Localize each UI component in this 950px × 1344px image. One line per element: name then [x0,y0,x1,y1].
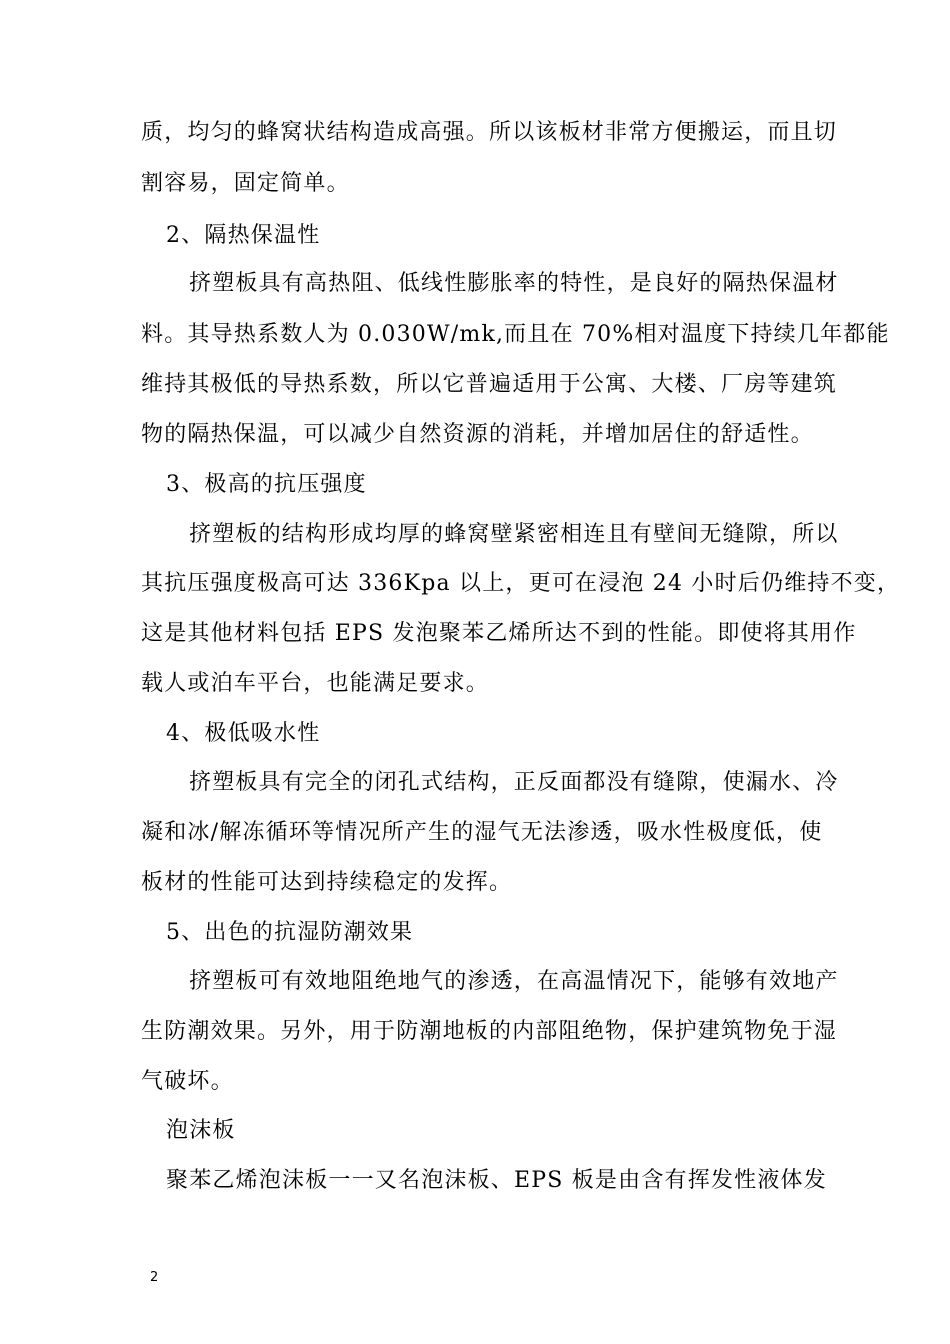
text-line: 挤塑板的结构形成均厚的蜂窝壁紧密相连且有壁间无缝隙，所以 [189,522,839,547]
text-line: 生防潮效果。另外，用于防潮地板的内部阻绝物，保护建筑物免于湿 [141,1019,838,1044]
section-heading: 2、隔热保温性 [166,223,321,248]
page-number: 2 [150,1270,159,1285]
text-line: 气破坏。 [141,1069,234,1094]
section-heading: 泡沫板 [166,1118,236,1143]
text-line: 料。其导热系数人为 0.030W/mk,而且在 70%相对温度下持续几年都能 [141,322,890,347]
section-heading: 4、极低吸水性 [166,721,321,746]
text-line: 挤塑板可有效地阻绝地气的渗透，在高温情况下，能够有效地产 [189,969,839,994]
text-line: 这是其他材料包括 EPS 发泡聚苯乙烯所达不到的性能。即使将其用作 [141,621,857,646]
text-line: 挤塑板具有完全的闭孔式结构，正反面都没有缝隙，使漏水、冷 [189,770,839,795]
text-line: 物的隔热保温，可以减少自然资源的消耗，并增加居住的舒适性。 [141,422,814,447]
text-line: 挤塑板具有高热阻、低线性膨胀率的特性，是良好的隔热保温材 [189,271,839,296]
text-line: 维持其极低的导热系数，所以它普遍适用于公寓、大楼、厂房等建筑 [141,372,838,397]
text-line: 凝和冰/解冻循环等情况所产生的湿气无法渗透，吸水性极度低，使 [141,820,823,845]
text-line: 聚苯乙烯泡沫板一一又名泡沫板、EPS 板是由含有挥发性液体发 [166,1168,827,1193]
section-heading: 5、出色的抗湿防潮效果 [166,920,414,945]
text-line: 质，均匀的蜂窝状结构造成高强。所以该板材非常方便搬运，而且切 [141,120,838,145]
text-line: 割容易，固定简单。 [141,171,350,196]
section-heading: 3、极高的抗压强度 [166,472,367,497]
text-line: 其抗压强度极高可达 336Kpa 以上，更可在浸泡 24 小时后仍维持不变， [141,571,901,596]
text-line: 载人或泊车平台，也能满足要求。 [141,671,490,696]
text-line: 板材的性能可达到持续稳定的发挥。 [141,870,513,895]
